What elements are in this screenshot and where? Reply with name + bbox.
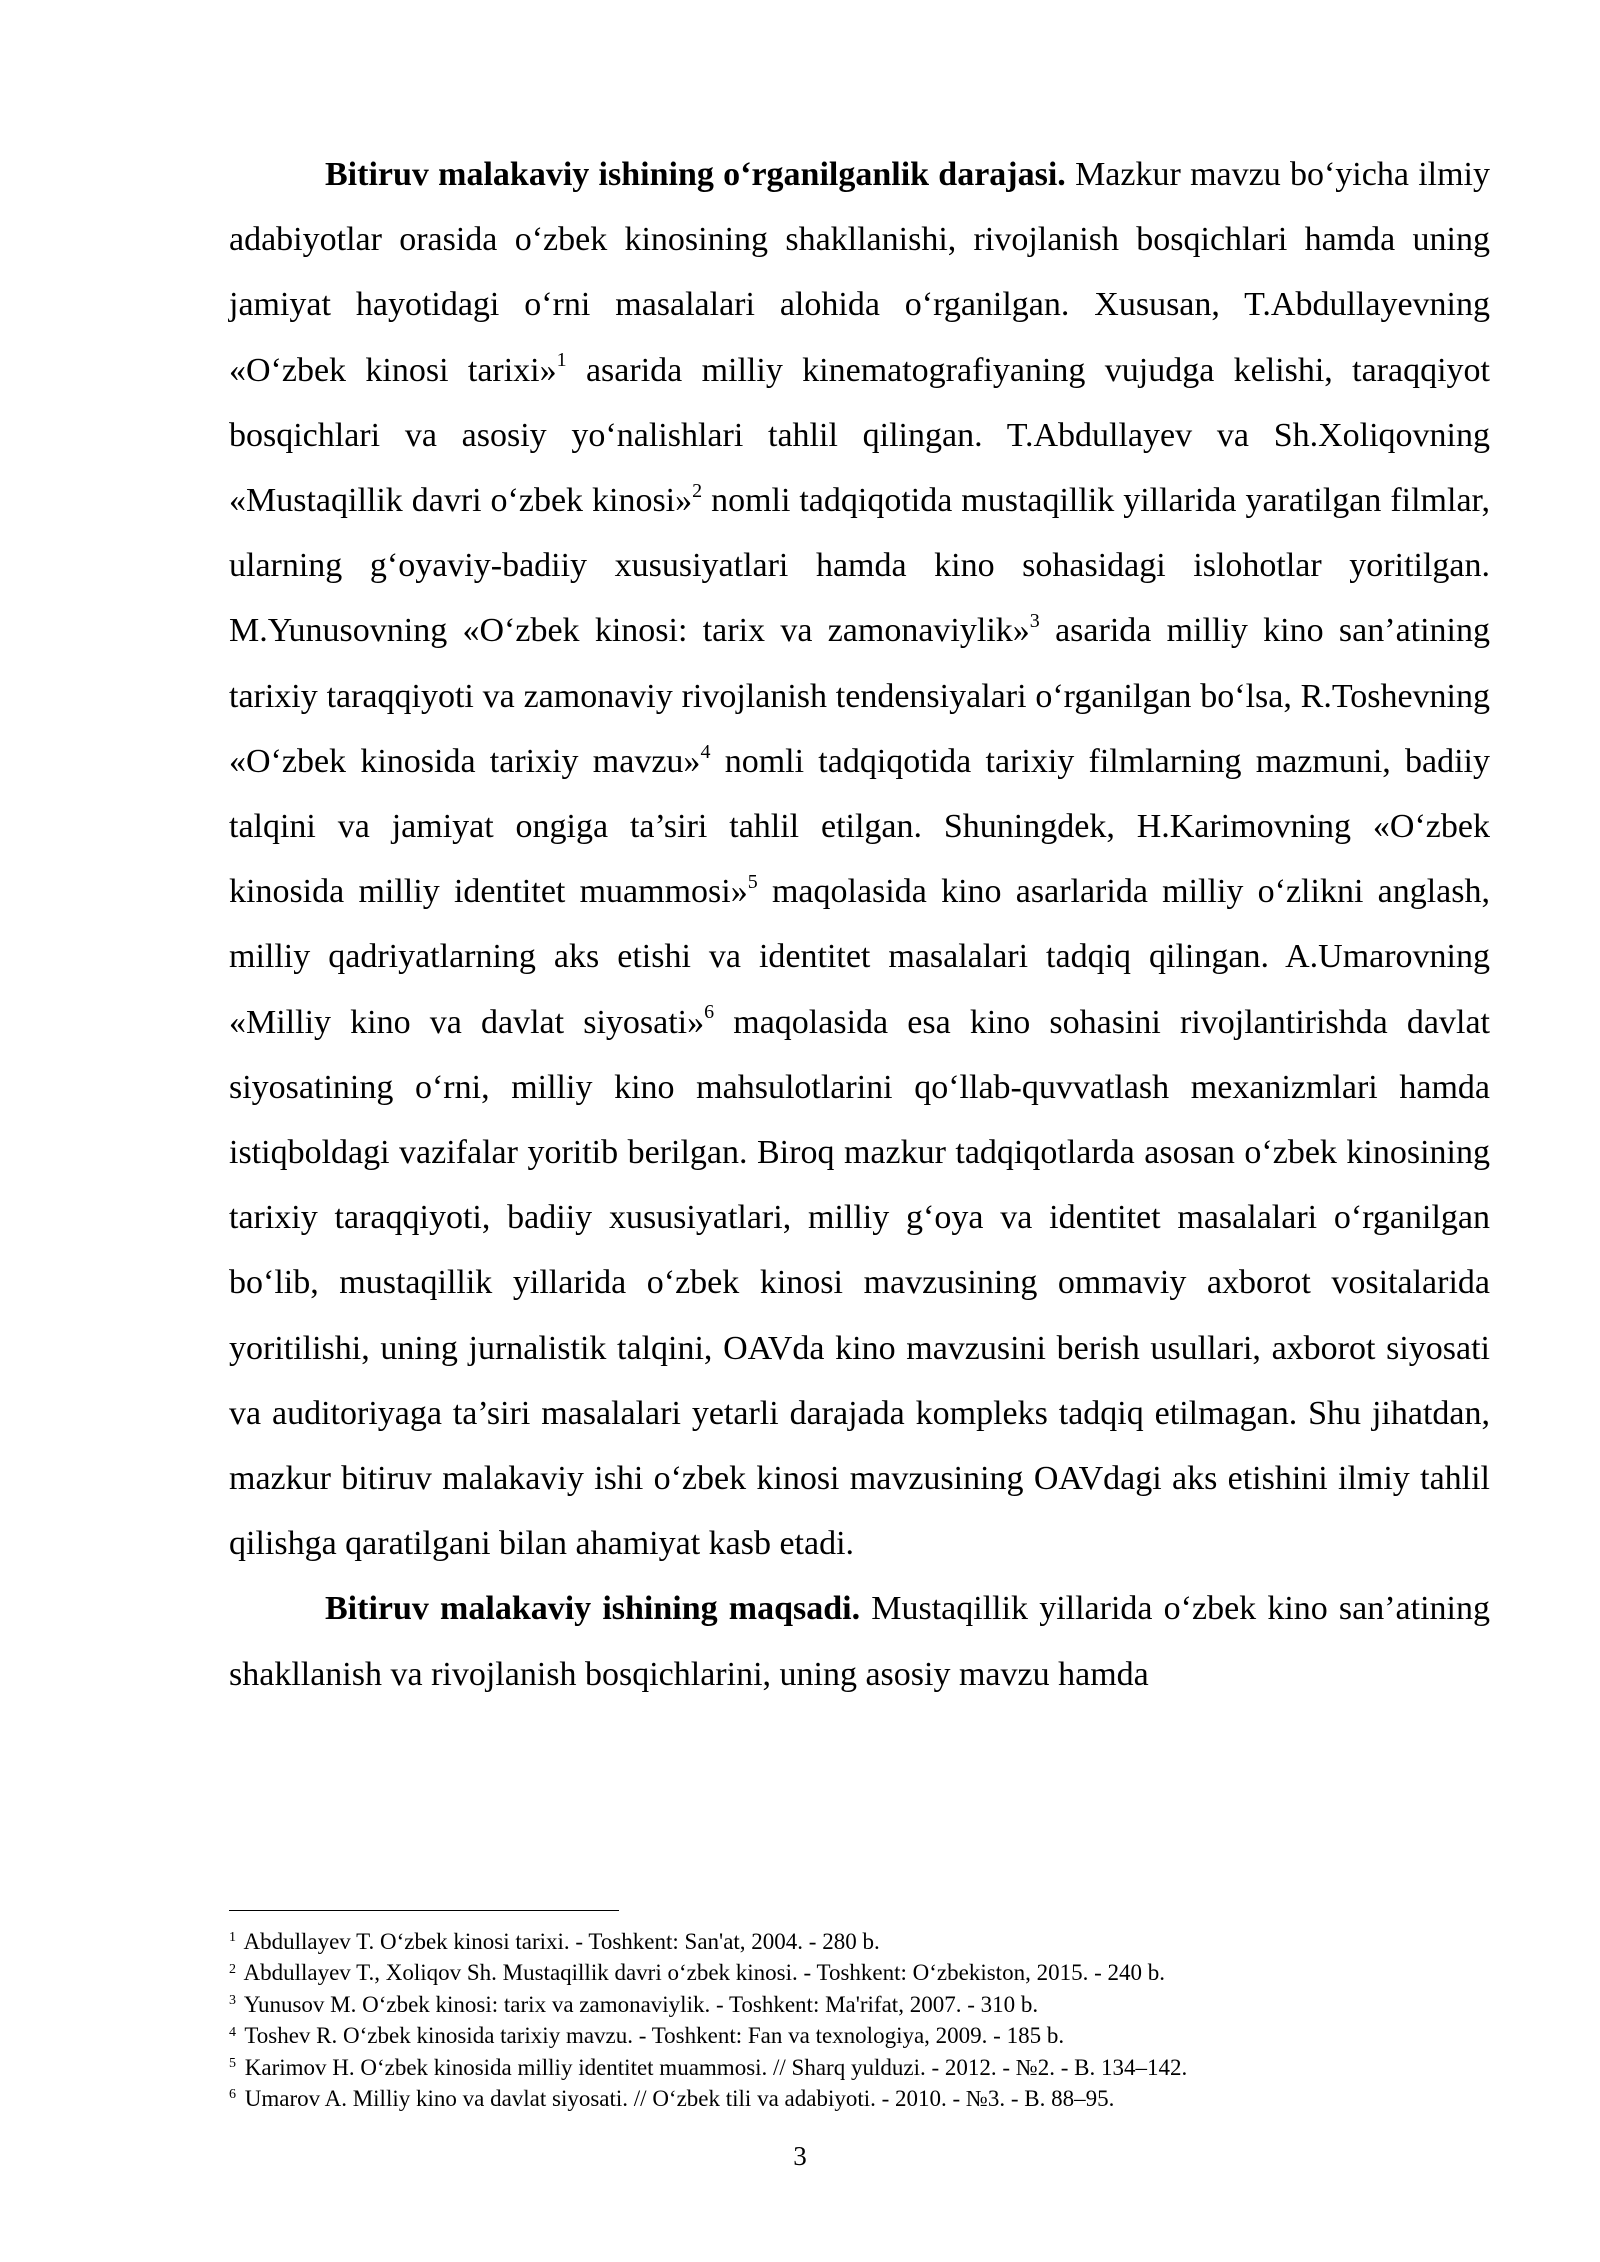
paragraph-text: nomli tadqiqotida mustaqillik yillarida yaratilgan filmlar, ularning g‘oyaviy-badiiy xususiyatlari hamda kino sohasidagi islohotlar yoritilgan. M.Yunusovning «O‘zbek kinosi: tarix va zamonaviylik» [229,482,1490,650]
footnote-number: 6 [229,2087,236,2103]
section-heading-study-level: Bitiruv malakaviy ishining o‘rganilganlik darajasi. [325,156,1066,193]
footnote-4 [229,2020,1490,2051]
paragraph-purpose [229,1576,1490,1706]
footnote-ref-3[interactable]: 3 [1029,610,1040,633]
footnote-ref-5[interactable]: 5 [747,870,758,893]
paragraph-text: maqolasida kino asarlarida milliy o‘zlikni anglash, milliy qadriyatlarning aks etishi va identitet masalalari tadqiq qilingan. A.Umarovning «Milliy kino va davlat siyosati» [229,873,1491,1041]
footnote-6 [229,2083,1490,2114]
paragraph-study-level [229,142,1490,1576]
footnote-text: Yunusov M. O‘zbek kinosi: tarix va zamonaviylik. - Toshkent: Ma'rifat, 2007. - 310 b. [239,1991,1039,2017]
footnote-number: 2 [229,1961,236,1977]
paragraph-text: Mustaqillik yillarida o‘zbek kino san’atining shakllanish va rivojlanish bosqichlarini, uning asosiy mavzu hamda [229,1590,1490,1693]
page-number: 3 [793,2141,807,2171]
paragraph-text: asarida milliy kinematografiyaning vujudga kelishi, taraqqiyot bosqichlari va asosiy yo‘nalishlari tahlil qilingan. T.Abdullayev va Sh.Xoliqovning «Mustaqillik davri o‘zbek kinosi» [229,351,1490,520]
footnote-number: 3 [229,1993,236,2009]
footnote-5 [229,2052,1490,2083]
footnote-ref-1[interactable]: 1 [556,349,567,372]
footnote-text: Umarov A. Milliy kino va davlat siyosati. // O‘zbek tili va adabiyoti. - 2010. - №3. - B. 88–95. [239,2086,1115,2112]
footnote-number: 4 [229,2024,236,2040]
footnote-text: Abdullayev T., Xoliqov Sh. Mustaqillik davri o‘zbek kinosi. - Toshkent: O‘zbekiston, 2015. - 240 b. [239,1960,1165,1986]
paragraph-text: asarida milliy kino san’atining tarixiy taraqqiyoti va zamonaviy rivojlanish tendensiyalari o‘rganilgan bo‘lsa, R.Toshevning «O‘zbek kinosida tarixiy mavzu» [229,612,1491,780]
footnote-ref-2[interactable]: 2 [692,479,703,502]
footnote-text: Toshev R. O‘zbek kinosida tarixiy mavzu. - Toshkent: Fan va texnologiya, 2009. - 185 b. [239,2023,1065,2049]
footnote-1 [229,1926,1490,1957]
footnote-text: Karimov H. O‘zbek kinosida milliy identitet muammosi. // Sharq yulduzi. - 2012. - №2. - B. 134–142. [239,2054,1188,2080]
paragraph-text: Mazkur mavzu bo‘yicha ilmiy adabiyotlar orasida o‘zbek kinosining shakllanishi, rivojlanish bosqichlari hamda uning jamiyat hayotidagi o‘rni masalalari alohida o‘rganilgan. Xususan, T.Abdullayevning «O‘zbek kinosi tarixi» [229,156,1490,389]
paragraph-text: nomli tadqiqotida tarixiy filmlarning mazmuni, badiiy talqini va jamiyat ongiga ta’siri tahlil etilgan. Shuningdek, H.Karimovning «O‘zbek kinosida milliy identitet muammosi» [229,742,1491,911]
footnote-separator [229,1910,619,1911]
footnote-2 [229,1957,1490,1988]
footnote-ref-6[interactable]: 6 [704,1001,715,1024]
footnote-text: Abdullayev T. O‘zbek kinosi tarixi. - Toshkent: San'at, 2004. - 280 b. [239,1929,880,1954]
footnote-3 [229,1989,1490,2020]
footnote-number: 1 [229,1930,236,1946]
paragraph-text: maqolasida esa kino sohasini rivojlantirishda davlat siyosatining o‘rni, milliy kino mahsulotlarini qo‘llab-quvvatlash mexanizmlari hamda istiqboldagi vazifalar yoritib berilgan. Biroq mazkur tadqiqotlarda asosan o‘zbek kinosining tarixiy taraqqiyoti, badiiy xususiyatlari, milliy g‘oya va identitet masalalari o‘rganilgan bo‘lib, mustaqillik yillarida o‘zbek kinosi mavzusining ommaviy axborot vositalarida yoritilishi, uning jurnalistik talqini, OAVda kino mavzusini berish usullari, axborot siyosati va auditoriyaga ta’siri masalalari yetarli darajada kompleks tadqiq etilmagan. Shu jihatdan, mazkur bitiruv malakaviy ishi o‘zbek kinosi mavzusining OAVdagi aks etishini ilmiy tahlil qilishga qaratilgani bilan ahamiyat kasb etadi. [229,1003,1490,1563]
footnote-ref-4[interactable]: 4 [700,740,711,763]
section-heading-purpose: Bitiruv malakaviy ishining maqsadi. [325,1590,861,1628]
footnote-number: 5 [229,2055,236,2071]
main-text [229,142,1490,1707]
footnotes [229,1926,1490,2114]
